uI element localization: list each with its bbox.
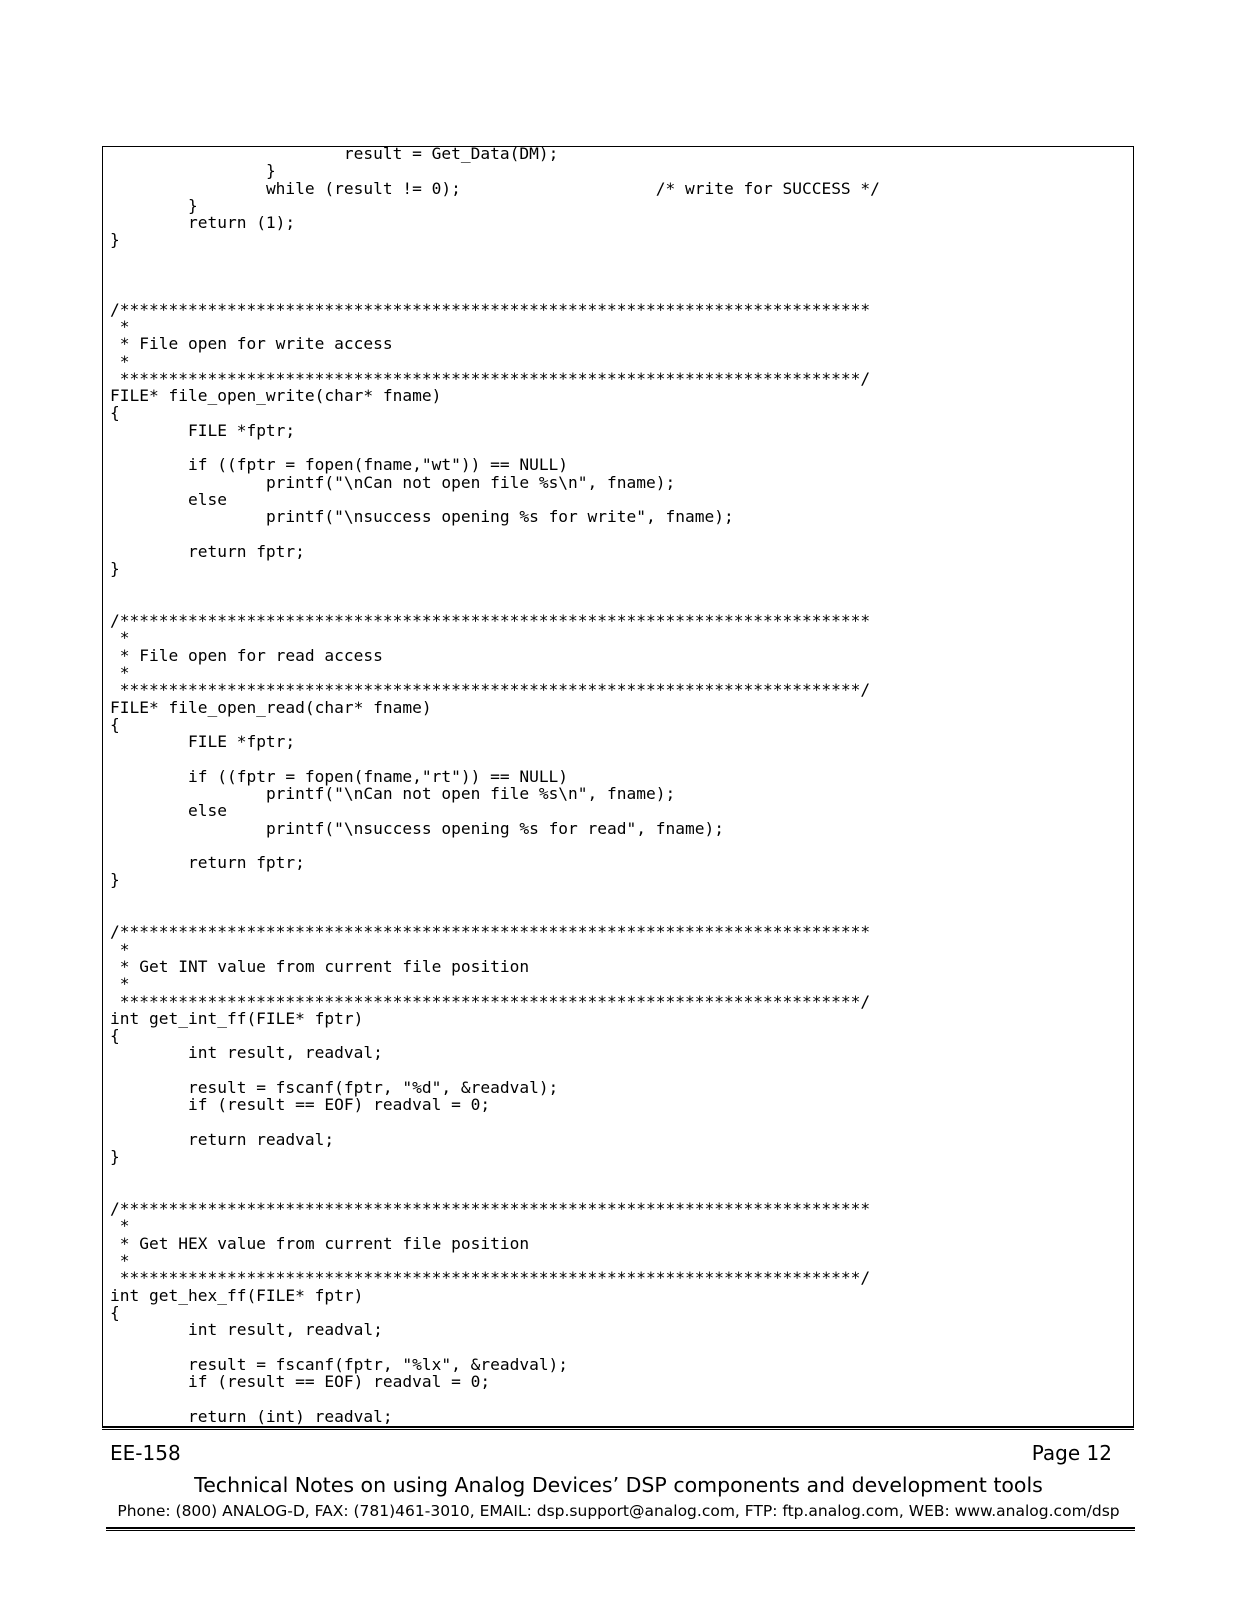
code-line xyxy=(110,1166,880,1183)
code-line: ****************************************************************************/ xyxy=(110,1268,871,1288)
code-line xyxy=(110,526,880,543)
code-line xyxy=(110,1390,880,1407)
footer-contact: Phone: (800) ANALOG-D, FAX: (781)461-3010, EMAIL: dsp.support@analog.com, FTP: ftp.analog.com, WEB: www.analog.com/dsp xyxy=(117,1502,1120,1520)
page-number: Page 12 xyxy=(1031,1441,1112,1465)
code-line: int result, readval; xyxy=(110,1320,383,1340)
code-line: return (1); xyxy=(110,213,296,233)
code-line xyxy=(110,266,880,283)
code-line xyxy=(110,837,880,854)
code-line: * xyxy=(110,939,130,959)
code-line: ****************************************************************************/ xyxy=(110,991,871,1011)
code-line: FILE *fptr; xyxy=(110,732,296,752)
code-line: { xyxy=(110,1302,120,1322)
code-line: printf("\nCan not open file %s\n", fname); xyxy=(110,783,676,803)
code-line xyxy=(110,1114,880,1131)
code-line xyxy=(110,1183,880,1200)
code-line xyxy=(110,750,880,767)
code-line: printf("\nsuccess opening %s for write", fname); xyxy=(110,507,734,527)
code-line: * xyxy=(110,662,130,682)
code-line xyxy=(110,889,880,906)
code-line: { xyxy=(110,1026,120,1046)
code-line: result = Get_Data(DM); xyxy=(110,146,559,163)
code-line: } xyxy=(110,230,120,250)
code-line: * xyxy=(110,1251,130,1270)
code-line: if ((fptr = fopen(fname,"wt")) == NULL) xyxy=(110,455,569,475)
code-line xyxy=(110,906,880,923)
code-line: FILE *fptr; xyxy=(110,420,296,440)
footer-rule xyxy=(106,1527,1135,1531)
code-line: * xyxy=(110,1216,130,1236)
code-line: /***************************************************************************** xyxy=(110,922,871,942)
code-line: return (int) readval; xyxy=(110,1406,393,1426)
code-line: * File open for write access xyxy=(110,334,393,354)
code-line: return fptr; xyxy=(110,853,305,873)
code-line: int get_hex_ff(FILE* fptr) xyxy=(110,1285,364,1305)
code-line: * xyxy=(110,351,130,371)
code-box-bottom-rule xyxy=(102,1426,1134,1430)
code-line xyxy=(110,249,880,266)
code-line xyxy=(110,1338,880,1355)
code-line: printf("\nsuccess opening %s for read", fname); xyxy=(110,818,724,838)
code-line: if (result == EOF) readval = 0; xyxy=(110,1372,491,1392)
code-line: result = fscanf(fptr, "%lx", &readval); xyxy=(110,1354,569,1374)
code-line: result = fscanf(fptr, "%d", &readval); xyxy=(110,1078,559,1098)
code-line: /***************************************************************************** xyxy=(110,299,871,319)
code-line: while (result != 0); /* write for SUCCESS */ xyxy=(110,178,880,198)
code-line xyxy=(110,439,880,456)
code-listing-box xyxy=(102,146,1134,1427)
code-line xyxy=(110,1062,880,1079)
footer-title: Technical Notes on using Analog Devices’ DSP components and development tools xyxy=(194,1473,1043,1497)
code-line: /***************************************************************************** xyxy=(110,1199,871,1219)
code-line: } xyxy=(110,195,198,215)
code-line: } xyxy=(110,559,120,579)
code-line: int result, readval; xyxy=(110,1043,383,1063)
code-line: } xyxy=(110,161,276,181)
code-line: return readval; xyxy=(110,1129,335,1149)
code-line: printf("\nCan not open file %s\n", fname); xyxy=(110,472,676,492)
code-line: { xyxy=(110,714,120,734)
code-line: FILE* file_open_read(char* fname) xyxy=(110,697,432,717)
code-line: if ((fptr = fopen(fname,"rt")) == NULL) xyxy=(110,766,569,786)
code-line: ****************************************************************************/ xyxy=(110,680,871,700)
code-line: * xyxy=(110,974,130,994)
code-line xyxy=(110,283,880,300)
code-line: FILE* file_open_write(char* fname) xyxy=(110,386,442,406)
code-line: { xyxy=(110,403,120,423)
code-line: ****************************************************************************/ xyxy=(110,368,871,388)
code-line: * Get HEX value from current file position xyxy=(110,1233,530,1253)
code-line: if (result == EOF) readval = 0; xyxy=(110,1095,491,1115)
code-line xyxy=(110,595,880,612)
code-line: * Get INT value from current file position xyxy=(110,956,530,976)
document-id: EE-158 xyxy=(110,1441,181,1465)
code-listing xyxy=(110,146,880,1425)
code-line: * xyxy=(110,316,130,336)
code-line: else xyxy=(110,489,227,509)
code-line: } xyxy=(110,870,120,890)
code-line xyxy=(110,577,880,594)
code-line: /***************************************************************************** xyxy=(110,611,871,631)
code-line: else xyxy=(110,801,227,821)
code-line: return fptr; xyxy=(110,541,305,561)
code-line: * File open for read access xyxy=(110,645,383,665)
code-line: int get_int_ff(FILE* fptr) xyxy=(110,1008,364,1028)
code-line: * xyxy=(110,628,130,648)
code-line: } xyxy=(110,1147,120,1167)
